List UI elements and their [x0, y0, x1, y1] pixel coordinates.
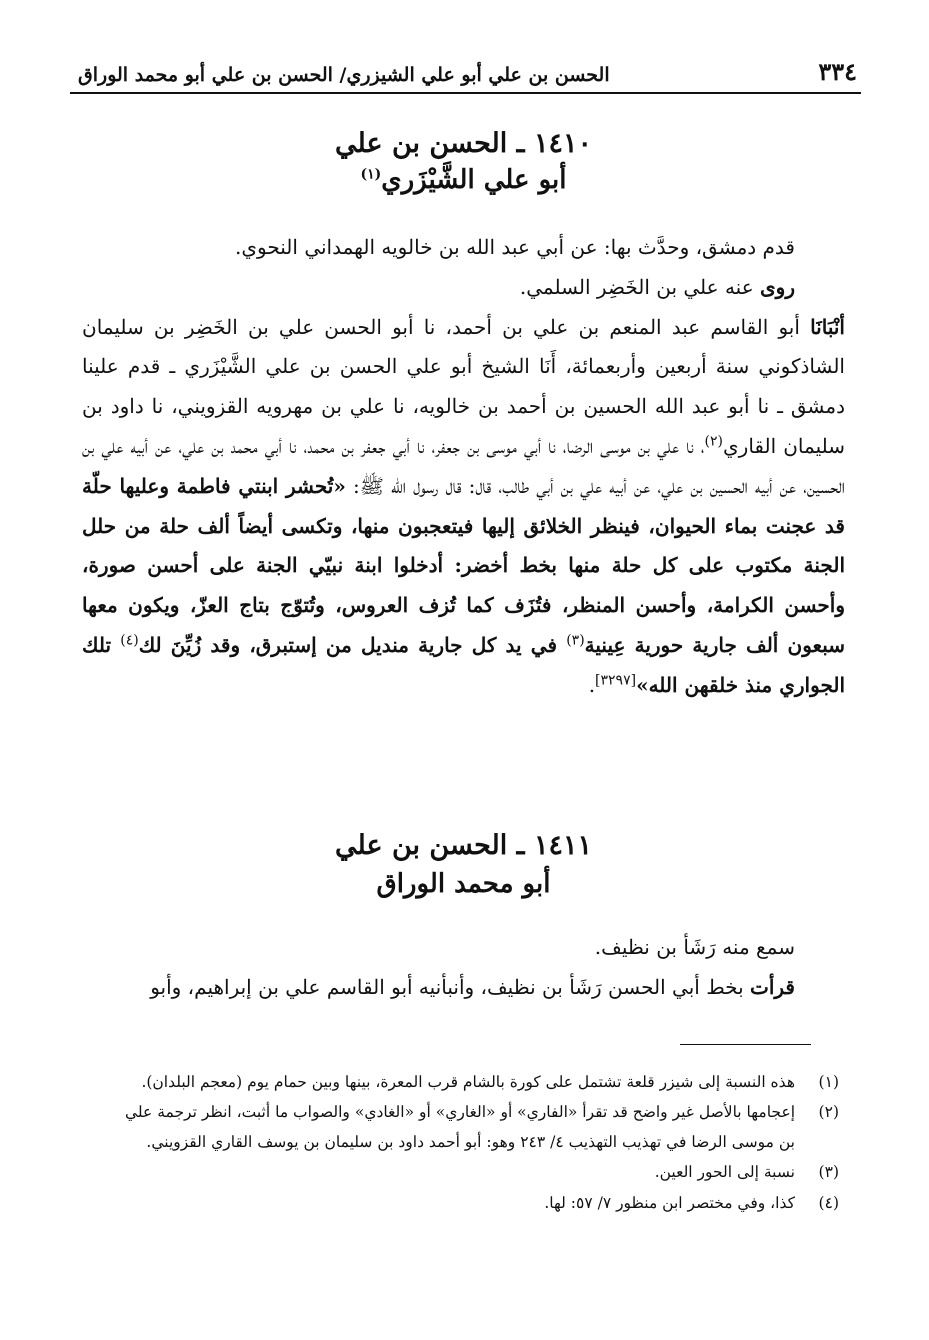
page-header: [78, 56, 857, 86]
footnote-number: (٤): [818, 1193, 839, 1212]
footnote-number: (٢): [818, 1103, 839, 1122]
entry-subtitle: [82, 165, 845, 195]
footnote-ref-4: (٤): [120, 632, 139, 649]
footnote-ref-3: (٣): [566, 632, 585, 649]
period: .: [588, 672, 596, 697]
paragraph-isnad: [82, 308, 845, 706]
isnad-text: أبو القاسم عبد المنعم بن علي بن أحمد، نا أبو الحسن علي بن الخَضِر بن سليمان الشاذكوني سنة أربعين وأربعمائة، أَنَا الشيخ أبو علي الحسن بن علي الشَّيْزَري ـ قدم علينا دمشق ـ نا أبو عبد الله الحسين بن أحمد بن خالويه، نا علي بن مهرويه القزويني، نا داود بن سليمان القاري: [82, 314, 845, 458]
isnad-text: ، نا علي بن موسى الرضا، نا أبي موسى بن جعفر، نا أبي جعفر بن محمد، نا أبي محمد بن علي، عن أبيه علي بن الحسين، عن أبيه الحسين بن علي، عن أبيه علي بن أبي طالب، قال: قال رسول الله ﷺ:: [82, 433, 845, 498]
hadith-text: في يد كل جارية منديل من إستبرق، وقد زُيِّنَ لك: [138, 632, 567, 657]
footnote-text: إعجامها بالأصل غير واضح قد تقرأ «الفاري» أو «الغاري» أو «الغادي» والصواب ما أثبت، انظر ترجمة علي بن موسى الرضا في تهذيب التهذيب ٤/ ٢٤٣ وهو: أبو أحمد داود بن سليمان بن يوسف القاري القزويني.: [124, 1103, 795, 1151]
running-title: الحسن بن علي أبو علي الشيزري/ الحسن بن علي أبو محمد الوراق: [78, 64, 610, 86]
lead-word: قرأت: [750, 974, 795, 999]
footnote-ref-1: (١): [360, 166, 382, 183]
entry-title: ١٤١١ ـ الحسن بن علي: [335, 830, 592, 861]
footnote-item: [124, 1098, 839, 1157]
paragraph: [82, 968, 845, 1008]
footnote-text: هذه النسبة إلى شيزر قلعة تشتمل على كورة بالشام قرب المعرة، بينها وبين حمام يوم (معجم البلدان).: [141, 1073, 795, 1091]
footnote-item: [124, 1189, 839, 1218]
hadith-number: [٣٢٩٧]: [595, 672, 637, 689]
footnote-number: (١): [818, 1073, 839, 1091]
footnote-rule: [680, 1044, 811, 1045]
footnote-item: [124, 1158, 839, 1187]
entry-1411-body: [82, 928, 845, 1008]
paragraph-text: عنه علي بن الخَضِر السلمي.: [519, 274, 761, 299]
header-rule: [70, 92, 861, 94]
lead-word: أنْبَانَا: [810, 314, 845, 339]
page-number: ٣٣٤: [818, 57, 857, 86]
entry-subtitle: أبو محمد الوراق: [376, 869, 551, 899]
paragraph: سمع منه رَشَأ بن نظيف.: [594, 935, 795, 959]
footnotes: [124, 1068, 839, 1219]
paragraph-text: بخط أبي الحسن رَشَأ بن نظيف، وأنبأنيه أبو القاسم علي بن إبراهيم، وأبو: [150, 974, 751, 999]
hadith-text: «تُحشر ابنتي فاطمة وعليها حلّة قد عجنت بماء الحيوان، فينظر الخلائق إليها فيتعجبون منها، وتكسى أيضاً ألف حلة من حلل الجنة مكتوب على كل حلة منها بخط أخضر: أدخلوا ابنة نبيّي الجنة على أحسن صورة، وأحسن الكرامة، وأحسن المنظر، فتُزَف كما تُزف العروس، وتُتوّج بتاج العزّ، ويكون معها سبعون ألف جارية حورية عِينية: [82, 473, 845, 657]
footnote-number: (٣): [818, 1163, 839, 1182]
entry-subtitle-text: أبو علي الشَّيْزَري: [381, 165, 567, 195]
footnote-text: كذا، وفي مختصر ابن منظور ٧/ ٥٧: لها.: [544, 1193, 795, 1212]
paragraph: [82, 268, 845, 308]
footnote-item: [124, 1068, 839, 1097]
entry-1411-heading: [82, 830, 845, 899]
lead-word: روى: [760, 274, 795, 299]
paragraph: قدم دمشق، وحدَّث بها: عن أبي عبد الله بن خالويه الهمداني النحوي.: [235, 235, 795, 259]
footnote-ref-2: (٢): [704, 433, 724, 450]
hadith-text: تلك الجواري منذ خلقهن الله»: [82, 632, 845, 697]
entry-1410-body: [82, 228, 845, 706]
entry-1410-heading: [82, 128, 845, 195]
footnote-text: نسبة إلى الحور العين.: [654, 1163, 795, 1182]
entry-title: ١٤١٠ ـ الحسن بن علي: [335, 128, 592, 159]
